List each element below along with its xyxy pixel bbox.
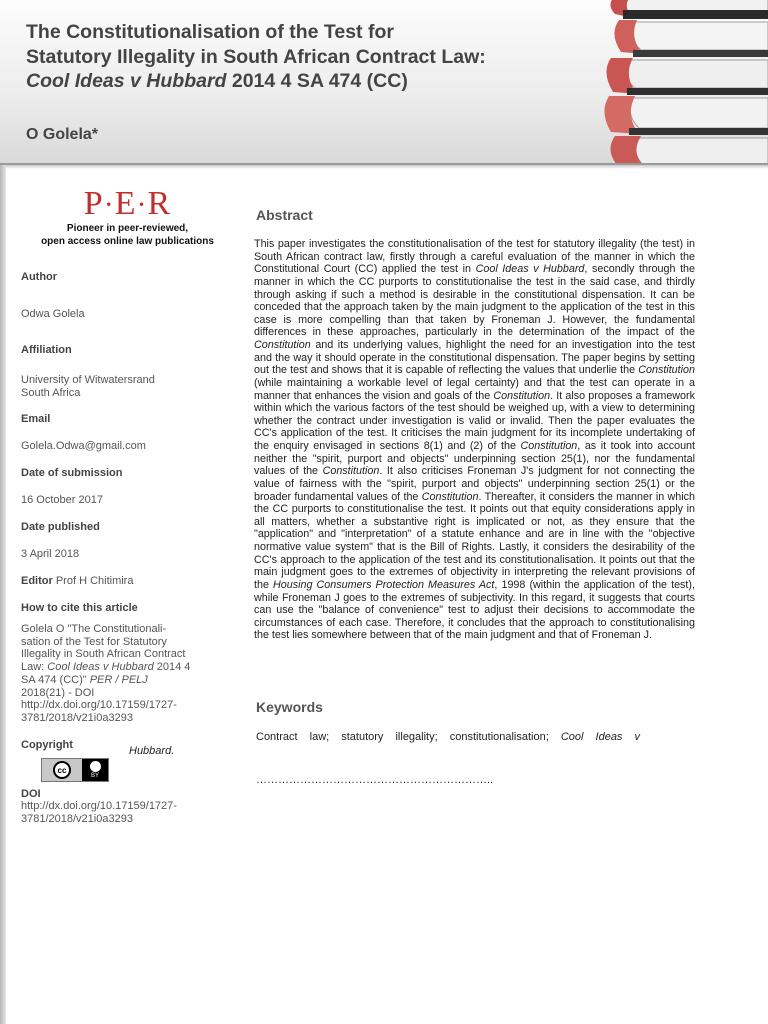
page-header: [0, 0, 768, 165]
per-logo: [20, 186, 235, 248]
book-2: [614, 20, 768, 57]
per-tagline-2: open access online law publications: [41, 235, 214, 247]
title-line-3: [26, 69, 586, 94]
per-tagline-1: Pioneer in peer-reviewed,: [66, 223, 189, 234]
doi-label: DOI: [21, 788, 41, 800]
title-case-name: Cool Ideas v Hubbard: [26, 70, 227, 92]
books-illustration: [593, 0, 768, 165]
affiliation-university: University of Witwatersrand: [21, 374, 155, 386]
editor-label: Editor: [21, 575, 53, 587]
stray-hubbard-text: Hubbard.: [129, 745, 175, 757]
cite-label: How to cite this article: [21, 602, 138, 614]
doi-value[interactable]: http://dx.doi.org/10.17159/1727- 3781/2018/v21i0a3293: [21, 800, 177, 825]
by-label: BY: [90, 773, 99, 779]
submission-date-label: Date of submission: [21, 467, 123, 479]
email-label: Email: [21, 413, 51, 425]
email-value[interactable]: Golela.Odwa@gmail.com: [21, 440, 146, 452]
abstract-body: This paper investigates the constitutionalisation of the test for statutory illegality (the test) in South African contract law, firstly through a careful evaluation of the manner in which the Constitutional Court (CC) applied the test in Cool Ideas v Hubbard, secondly through the manner in which the CC purports to constitutionalise the test in the said case, and thirdly through asking if such a method is desirable in the constitutional dispensation. It can be conceded that the approach taken by the main judgment to the application of the test in this case is more compelling than that taken by Froneman J. However, the fundamental differences in these approaches, particularly in the determination of the impact of the Constitution and its underlying values, highlight the need for an investigation into the test and the way it should operate in the constitutional dispensation. The paper begins by setting out the test and shows that it is capable of reflecting the values that underlie the Constitution (while maintaining a workable level of legal certainty) and that the test can operate in a manner that enhances the vision and goals of the Constitution. It also proposes a framework within which the various factors of the test should be weighed up, with a view to determining whether the contract under investigation is valid or invalid. Then the paper evaluates the CC's application of the test. It criticises the main judgment for its incomplete undertaking of the enquiry envisaged in sections 8(1) and (2) of the Constitution, as it took into account neither the "spirit, purport and objects" underpinning section 25(1), nor the fundamental values of the Constitution. It also criticises Froneman J's judgment for not connecting the value of fairness with the "spirit, purport and objects" underpinning section 25(1) or the broader fundamental values of the Constitution. Thereafter, it considers the manner in which the CC purports to constitutionalise the test. It points out that equity considerations apply in all matters, whether a substantive right is implicated or not, as they ensure that the "application" and "interpretation" of a statute enhance and are in line with the "objective normative value system" that is the Bill of Rights. Lastly, it considers the desirability of the CC's approach to the application of the test and its constitutionalisation. It points out that the main judgment goes to the extremes of objectivity in interpreting the relevant provisions of the Housing Consumers Protection Measures Act, 1998 (within the application of the test), while Froneman J goes to the extremes of subjectivity. In this regard, it suggests that courts can use the "balance of convenience" test to adjust their decisions to accommodate the circumstances of each case. Therefore, it concludes that the approach to constitutionalising the test lies somewhere between that of the main judgment and that of Froneman J.: [254, 238, 696, 642]
published-date-value: 3 April 2018: [21, 548, 80, 560]
article-title: [26, 20, 586, 94]
author-label: Author: [21, 271, 58, 283]
cite-text: Golela O "The Constitutionali- sation of the Test for Statutory Illegality in South African Contract Law: Cool Ideas v Hubbard 2014 4 SA 474 (CC)" PER / PELJ 2018(21) - DOI http://dx.doi.org/10.17159/1727- 3781/2018/v21i0a3293: [21, 623, 206, 725]
cc-by-license-icon[interactable]: [41, 758, 109, 782]
affiliation-value: [21, 374, 211, 400]
abstract-heading: Abstract: [256, 207, 313, 223]
content-frame-left: [0, 165, 6, 1024]
title-line-1: The Constitutionalisation of the Test for: [26, 21, 394, 43]
book-5: [610, 136, 768, 165]
book-1: [610, 0, 768, 19]
affiliation-label: Affiliation: [21, 344, 72, 356]
keywords-text: Contract law; statutory illegality; constitutionalisation; Cool Ideas v: [256, 731, 640, 743]
cite-doi-link[interactable]: http://dx.doi.org/10.17159/1727-: [21, 699, 177, 712]
affiliation-country: South Africa: [21, 386, 81, 399]
published-date-label: Date published: [21, 521, 100, 533]
cc-icon: cc: [53, 761, 71, 779]
book-4: [604, 96, 768, 135]
keywords-heading: Keywords: [256, 699, 323, 715]
editor-row: [21, 575, 133, 587]
header-author: O Golela*: [26, 126, 99, 143]
title-line-2: Statutory Illegality in South African Contract Law:: [26, 45, 486, 68]
book-3: [606, 58, 768, 95]
copyright-label: Copyright: [21, 739, 73, 751]
dotted-separator: ………………………………………………………..: [256, 774, 494, 786]
content-frame-top: [0, 165, 768, 169]
title-citation: 2014 4 SA 474 (CC): [226, 70, 408, 92]
author-value: Odwa Golela: [21, 308, 85, 320]
per-logo-mark: P·E·R: [83, 185, 172, 222]
person-icon: [90, 761, 101, 772]
editor-value: Prof H Chitimira: [52, 575, 134, 587]
sidebar: [20, 186, 235, 248]
submission-date-value: 16 October 2017: [21, 494, 103, 506]
